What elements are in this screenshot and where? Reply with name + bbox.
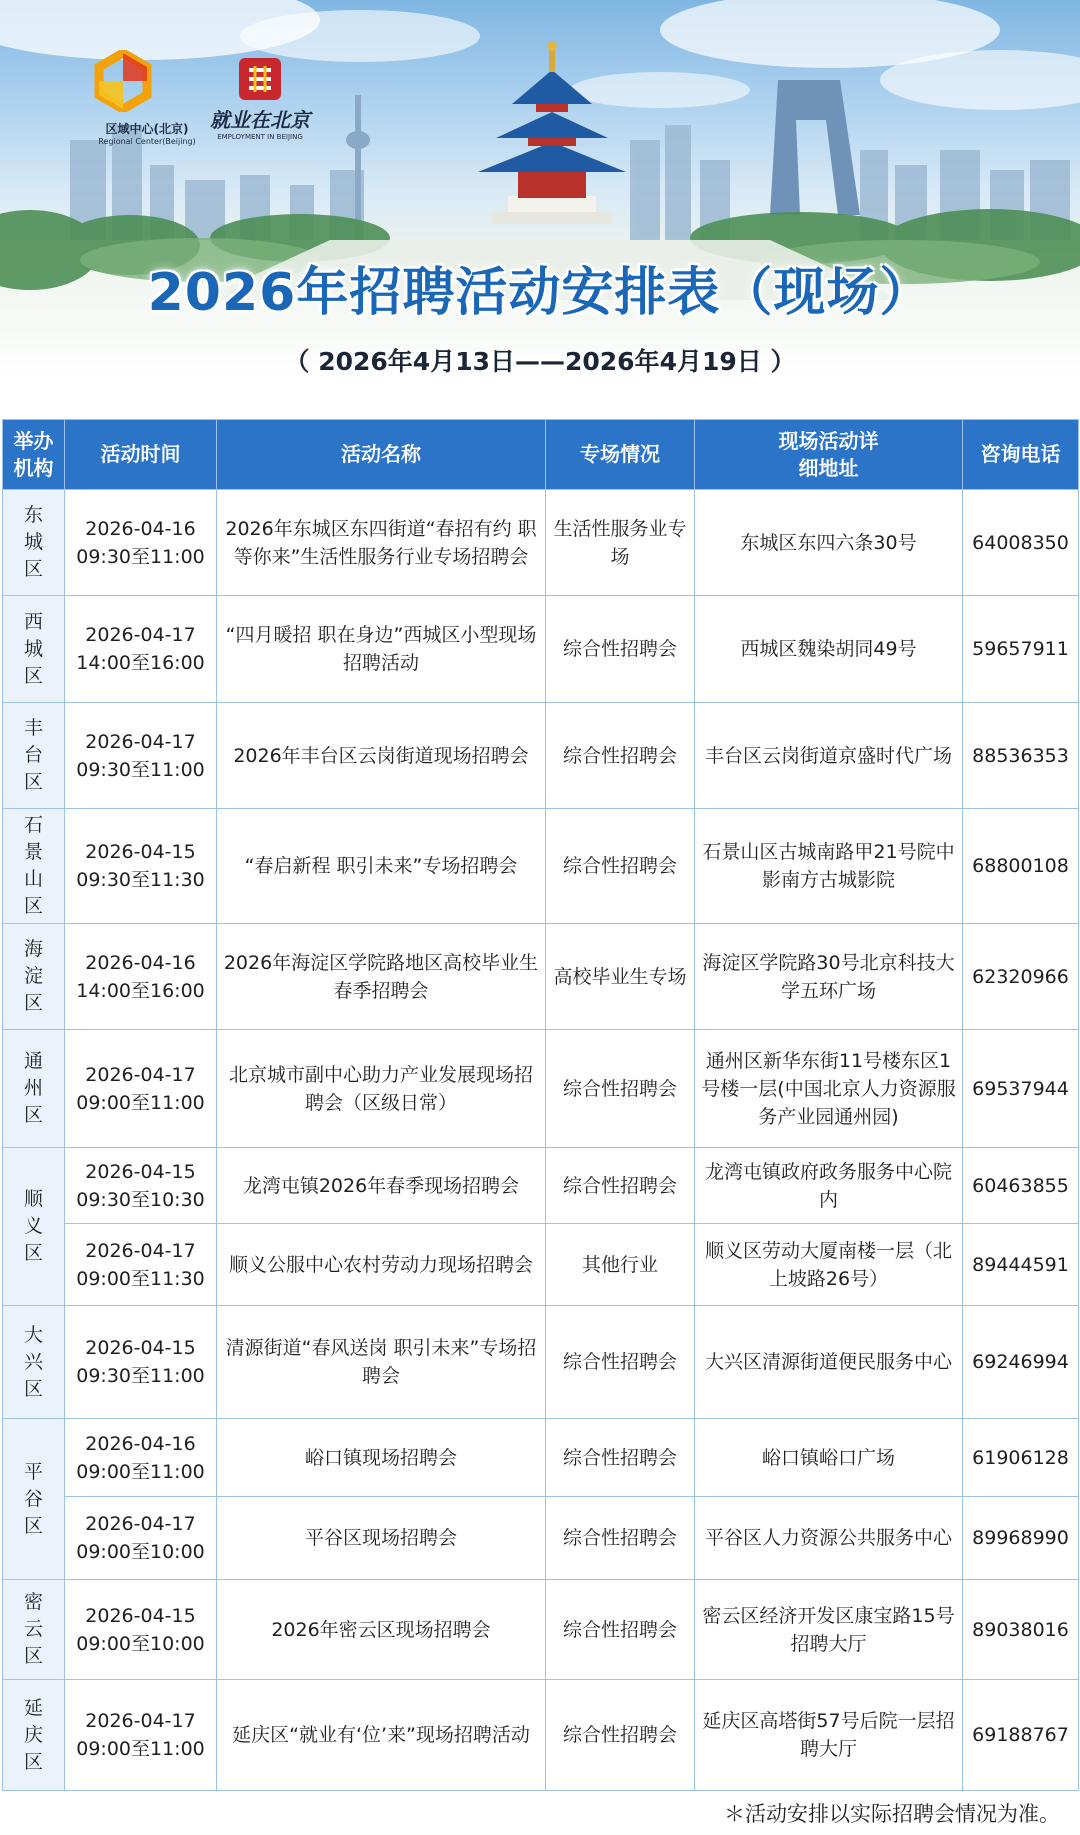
activity-time: 09:00至10:00: [76, 1632, 205, 1655]
activity-type-cell: 综合性招聘会: [546, 1419, 695, 1497]
activity-name-cell: 顺义公服中心农村劳动力现场招聘会: [217, 1224, 546, 1306]
footnote: ＊活动安排以实际招聘会情况为准。: [724, 1802, 1060, 1826]
activity-name-cell: 2026年丰台区云岗街道现场招聘会: [217, 703, 546, 809]
employment-beijing-logo-icon: [239, 58, 281, 100]
header-name: 活动名称: [217, 420, 546, 490]
org-cell: 西城区: [3, 596, 65, 703]
header-type: 专场情况: [546, 420, 695, 490]
activity-date: 2026-04-17: [85, 1710, 196, 1732]
time-cell: [65, 1419, 217, 1497]
activity-type-cell: 综合性招聘会: [546, 809, 695, 924]
address-cell: 大兴区清源街道便民服务中心: [695, 1306, 963, 1419]
header-address: 现场活动详细地址: [695, 420, 963, 490]
time-cell: [65, 1497, 217, 1580]
address-cell: 密云区经济开发区康宝路15号招聘大厅: [695, 1580, 963, 1680]
time-cell: [65, 703, 217, 809]
activity-time: 09:00至11:00: [76, 1091, 205, 1114]
activity-name-cell: “春启新程 职引未来”专场招聘会: [217, 809, 546, 924]
time-cell: [65, 1306, 217, 1419]
activity-type-cell: 综合性招聘会: [546, 1680, 695, 1791]
phone-cell: 89038016: [963, 1580, 1079, 1680]
employment-beijing-logo: [200, 58, 320, 141]
activity-type-cell: 生活性服务业专场: [546, 490, 695, 596]
table-row: [3, 1497, 1079, 1580]
org-cell: 东城区: [3, 490, 65, 596]
activity-name-cell: 平谷区现场招聘会: [217, 1497, 546, 1580]
activity-time: 09:30至11:00: [76, 545, 205, 568]
regional-center-logo-english: Regional Center(Beijing): [98, 137, 196, 146]
regional-center-logo-text: 区域中心(北京): [105, 122, 189, 136]
activity-name-cell: “四月暖招 职在身边”西城区小型现场招聘活动: [217, 596, 546, 703]
phone-cell: 69246994: [963, 1306, 1079, 1419]
table-row: [3, 490, 1079, 596]
page-title: 2026年招聘活动安排表（现场）: [147, 263, 933, 323]
address-cell: 峪口镇峪口广场: [695, 1419, 963, 1497]
phone-cell: 60463855: [963, 1148, 1079, 1224]
phone-cell: 89444591: [963, 1224, 1079, 1306]
activity-name-cell: 龙湾屯镇2026年春季现场招聘会: [217, 1148, 546, 1224]
activity-date: 2026-04-16: [85, 951, 196, 974]
header-time: 活动时间: [65, 420, 217, 490]
address-cell: 通州区新华东街11号楼东区1号楼一层(中国北京人力资源服务产业园通州园): [695, 1030, 963, 1148]
org-cell: 海淀区: [3, 924, 65, 1030]
address-cell: 延庆区高塔街57号后院一层招聘大厅: [695, 1680, 963, 1791]
address-cell: 石景山区古城南路甲21号院中影南方古城影院: [695, 809, 963, 924]
address-cell: 东城区东四六条30号: [695, 490, 963, 596]
employment-beijing-logo-text: 就业在北京: [210, 108, 310, 132]
phone-cell: 88536353: [963, 703, 1079, 809]
table-header-row: [3, 420, 1079, 490]
table-row: [3, 924, 1079, 1030]
activity-type-cell: 综合性招聘会: [546, 596, 695, 703]
activity-name-cell: 延庆区“就业有‘位’来”现场招聘活动: [217, 1680, 546, 1791]
time-cell: [65, 1148, 217, 1224]
address-cell: 龙湾屯镇政府政务服务中心院内: [695, 1148, 963, 1224]
activity-date: 2026-04-16: [85, 1432, 196, 1455]
table-row: [3, 596, 1079, 703]
address-cell: 顺义区劳动大厦南楼一层（北上坡路26号）: [695, 1224, 963, 1306]
header-org: 举办机构: [3, 420, 65, 490]
phone-cell: 64008350: [963, 490, 1079, 596]
table-row: [3, 1224, 1079, 1306]
table-row: [3, 1580, 1079, 1680]
phone-cell: 62320966: [963, 924, 1079, 1030]
phone-cell: 69537944: [963, 1030, 1079, 1148]
activity-date: 2026-04-15: [85, 841, 196, 863]
activity-date: 2026-04-16: [85, 517, 196, 540]
activity-time: 09:00至10:00: [76, 1541, 205, 1563]
time-cell: [65, 596, 217, 703]
activity-name-cell: 2026年东城区东四街道“春招有约 职等你来”生活性服务行业专场招聘会: [217, 490, 546, 596]
activity-type-cell: 综合性招聘会: [546, 1580, 695, 1680]
table-row: [3, 1419, 1079, 1497]
phone-cell: 59657911: [963, 596, 1079, 703]
header-phone: 咨询电话: [963, 420, 1079, 490]
regional-center-logo: [92, 50, 202, 146]
activity-date: 2026-04-15: [85, 1160, 196, 1183]
time-cell: [65, 1680, 217, 1791]
table-row: [3, 1148, 1079, 1224]
activity-type-cell: 其他行业: [546, 1224, 695, 1306]
activity-name-cell: 2026年密云区现场招聘会: [217, 1580, 546, 1680]
activity-time: 09:30至11:30: [76, 869, 205, 891]
address-cell: 平谷区人力资源公共服务中心: [695, 1497, 963, 1580]
regional-center-logo-icon: [92, 50, 154, 112]
activity-time: 09:00至11:00: [76, 1738, 205, 1760]
time-cell: [65, 1030, 217, 1148]
org-cell: 石景山区: [3, 809, 65, 924]
activity-date: 2026-04-17: [85, 1063, 196, 1086]
activity-name-cell: 清源街道“春风送岗 职引未来”专场招聘会: [217, 1306, 546, 1419]
activity-time: 09:30至11:00: [76, 758, 205, 781]
org-cell: 平谷区: [3, 1419, 65, 1580]
time-cell: [65, 924, 217, 1030]
activity-date: 2026-04-17: [85, 1513, 196, 1535]
time-cell: [65, 1580, 217, 1680]
org-cell: 通州区: [3, 1030, 65, 1148]
org-cell: 丰台区: [3, 703, 65, 809]
activity-time: 09:00至11:00: [76, 1460, 205, 1483]
phone-cell: 68800108: [963, 809, 1079, 924]
activity-type-cell: 综合性招聘会: [546, 1497, 695, 1580]
time-cell: [65, 490, 217, 596]
address-cell: 西城区魏染胡同49号: [695, 596, 963, 703]
activity-date: 2026-04-15: [85, 1337, 196, 1359]
activity-type-cell: 综合性招聘会: [546, 1148, 695, 1224]
activity-date: 2026-04-17: [85, 1239, 196, 1262]
activity-time: 09:00至11:30: [76, 1267, 205, 1290]
activity-type-cell: 综合性招聘会: [546, 703, 695, 809]
address-cell: 海淀区学院路30号北京科技大学五环广场: [695, 924, 963, 1030]
time-cell: [65, 809, 217, 924]
table-row: [3, 703, 1079, 809]
activity-time: 09:30至11:00: [76, 1365, 205, 1387]
activity-date: 2026-04-17: [85, 730, 196, 753]
activity-time: 14:00至16:00: [76, 652, 205, 674]
table-row: [3, 1306, 1079, 1419]
date-range-subtitle: （ 2026年4月13日——2026年4月19日 ）: [284, 347, 796, 376]
activity-name-cell: 峪口镇现场招聘会: [217, 1419, 546, 1497]
activity-date: 2026-04-15: [85, 1604, 196, 1627]
org-cell: 顺义区: [3, 1148, 65, 1306]
phone-cell: 61906128: [963, 1419, 1079, 1497]
table-row: [3, 1030, 1079, 1148]
activity-type-cell: 综合性招聘会: [546, 1306, 695, 1419]
activity-name-cell: 2026年海淀区学院路地区高校毕业生春季招聘会: [217, 924, 546, 1030]
activity-date: 2026-04-17: [85, 624, 196, 646]
activity-type-cell: 综合性招聘会: [546, 1030, 695, 1148]
org-cell: 大兴区: [3, 1306, 65, 1419]
activity-time: 14:00至16:00: [76, 979, 205, 1002]
table-row: [3, 1680, 1079, 1791]
org-cell: 密云区: [3, 1580, 65, 1680]
org-cell: 延庆区: [3, 1680, 65, 1791]
phone-cell: 89968990: [963, 1497, 1079, 1580]
employment-beijing-logo-english: EMPLOYMENT IN BEIJING: [217, 133, 303, 141]
time-cell: [65, 1224, 217, 1306]
phone-cell: 69188767: [963, 1680, 1079, 1791]
activity-type-cell: 高校毕业生专场: [546, 924, 695, 1030]
schedule-table: [2, 419, 1079, 1791]
table-row: [3, 809, 1079, 924]
activity-time: 09:30至10:30: [76, 1188, 205, 1211]
address-cell: 丰台区云岗街道京盛时代广场: [695, 703, 963, 809]
activity-name-cell: 北京城市副中心助力产业发展现场招聘会（区级日常）: [217, 1030, 546, 1148]
